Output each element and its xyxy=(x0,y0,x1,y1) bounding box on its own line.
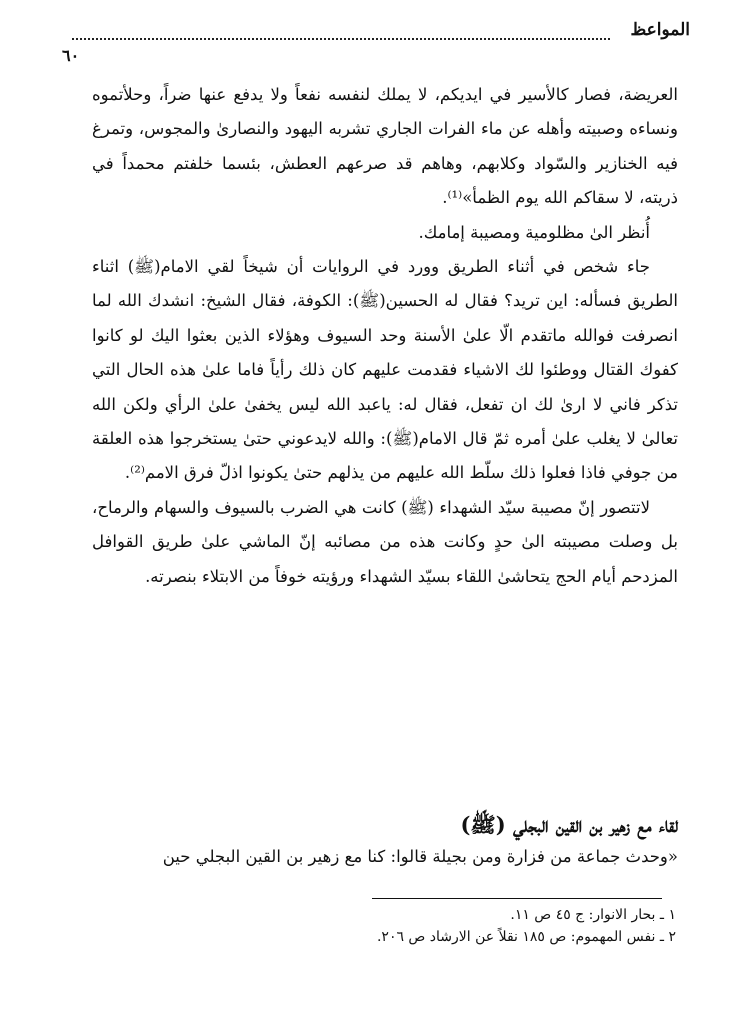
page-header xyxy=(60,20,690,64)
paragraph-1: العريضة، فصار كالأسير في ايديكم، لا يملك لنفسه نفعاً ولا يدفع عنها ضراً، وحلأتموه ونساءه وصبيته وأهله عن ماء الفرات الجاري تشربه اليهود والنصارىٰ والمجوس، وتمرغ فيه الخنازير والسّواد وكلابهم، وهاهم قد صرعهم العطش، بئسما خلفتم محمداً في ذريته، لا سقاكم الله يوم الظمأ»⁽¹⁾. xyxy=(92,85,678,208)
body-text xyxy=(92,78,678,594)
running-title: المواعظ xyxy=(630,20,690,40)
paragraph-4: لاتتصور إنّ مصيبة سيّد الشهداء (ﷺ) كانت هي الضرب بالسيوف والسهام والرماح، بل وصلت مصيبته الىٰ حدٍ وكانت هذه من مصائبه إنّ الماشي علىٰ طريق القوافل المزدحم أيام الحج يتحاشىٰ اللقاء بسيّد الشهداء ورؤيته خوفاً من الابتلاء بنصرته. xyxy=(92,497,678,586)
header-dotted-leader xyxy=(72,38,610,40)
page-number: ٦٠ xyxy=(62,46,80,65)
section-title: لقاء مع زهير بن القين البجلي (ﷺ) xyxy=(460,812,678,837)
footnote-2: ٢ ـ نفس المهموم: ص ١٨٥ نقلاً عن الارشاد ص ٢٠٦. xyxy=(376,929,676,945)
paragraph-2: أُنظر الىٰ مظلومية ومصيبة إمامك. xyxy=(418,222,650,242)
footnote-1: ١ ـ بحار الانوار: ج ٤٥ ص ١١. xyxy=(510,907,676,923)
footnotes xyxy=(377,904,676,948)
paragraph-3: جاء شخص في أثناء الطريق وورد في الروايات أن شيخاً لقي الامام(ﷺ) اثناء الطريق فسأله: اين تريد؟ فقال له الحسين(ﷺ): الكوفة، فقال الشيخ: انشدك الله لما انصرفت فوالله ماتقدم الّا علىٰ الأسنة وحد السيوف وهؤلاء الذين بعثوا اليك لو كانوا كفوك القتال ووطئوا لك الاشياء فقدمت عليهم كان ذلك رأياً فاما علىٰ هذه الحال التي تذكر فاني لا ارىٰ لك ان تفعل، فقال له: ياعبد الله ليس يخفىٰ علىٰ الرأي ولكن الله تعالىٰ لا يغلب علىٰ أمره ثمّ قال الامام(ﷺ): والله لايدعوني حتىٰ يستخرجوا هذه العلقة من جوفي فاذا فعلوا ذلك سلّط الله عليهم من يذلهم حتىٰ يكونوا اذلّ فرق الامم⁽²⁾. xyxy=(92,257,678,483)
footnote-rule xyxy=(372,898,662,899)
section-opening-line: «وحدث جماعة من فزارة ومن بجيلة قالوا: كنا مع زهير بن القين البجلي حين xyxy=(162,847,678,866)
